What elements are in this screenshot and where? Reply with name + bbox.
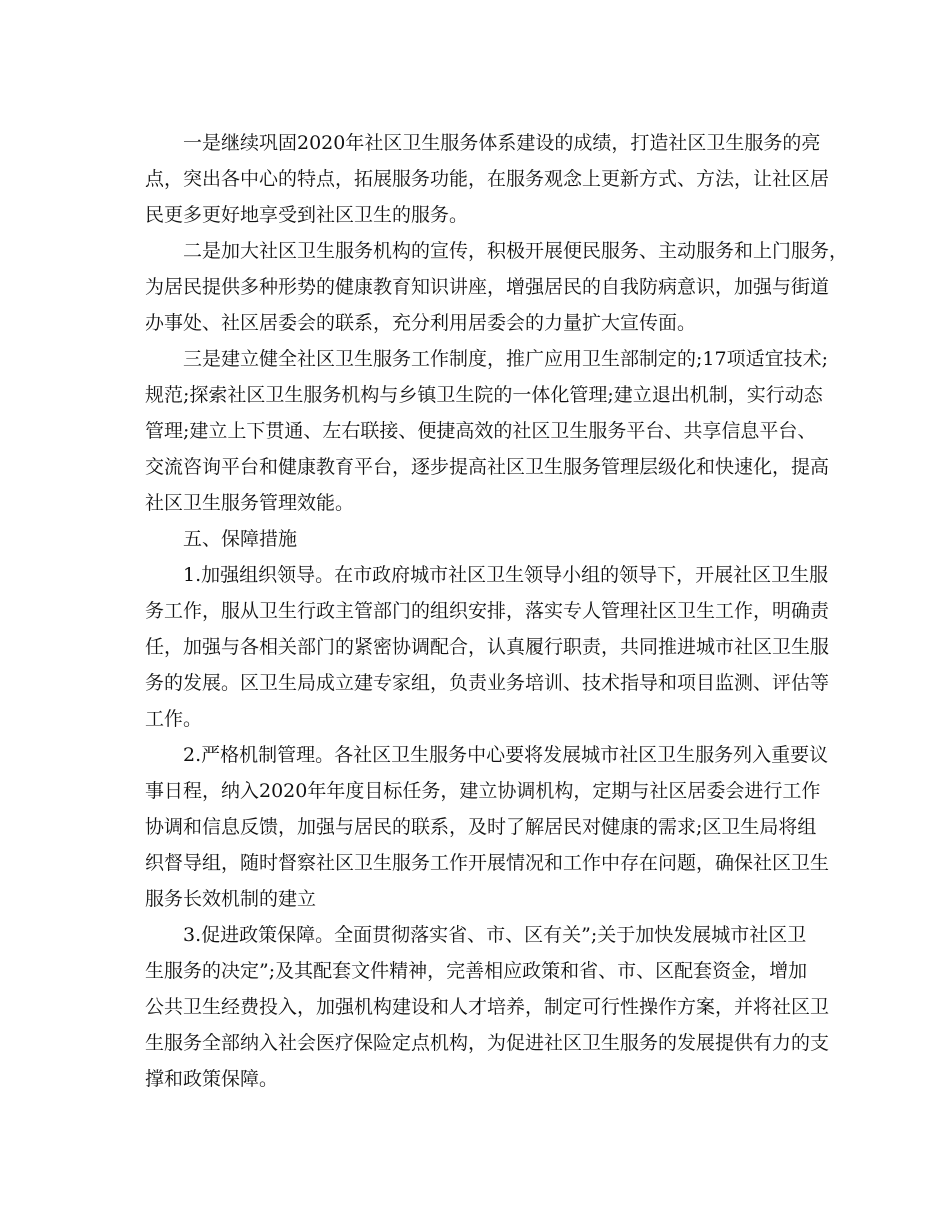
text-line: 织督导组，随时督察社区卫生服务工作开展情况和工作中存在问题，确保社区卫生 [145,852,830,874]
text-line: 协调和信息反馈，加强与居民的联系，及时了解居民对健康的需求;区卫生局将组 [145,816,817,838]
text-line: 公共卫生经费投入，加强机构建设和人才培养，制定可行性操作方案，并将社区卫 [145,996,830,1018]
text-line: 务的发展。区卫生局成立建专家组，负责业务培训、技术指导和项目监测、评估等 [145,672,830,694]
text-line: 生服务的决定”;及其配套文件精神，完善相应政策和省、市、区配套资金，增加 [145,960,808,982]
text-line: 务工作，服从卫生行政主管部门的组织安排，落实专人管理社区卫生工作，明确责 [145,600,830,622]
text-line: 任，加强与各相关部门的紧密协调配合，认真履行职责，共同推进城市社区卫生服 [145,636,830,658]
text-line: 工作。 [145,708,203,730]
heading-line: 五、保障措施 [183,528,298,550]
text-line: 三是建立健全社区卫生服务工作制度，推广应用卫生部制定的;17项适宜技术; [183,348,828,370]
paragraph-6 [145,917,830,1097]
paragraph-4 [145,557,830,737]
text-line: 2.严格机制管理。各社区卫生服务中心要将发展城市社区卫生服务列入重要议 [183,744,829,766]
text-line: 事日程，纳入2020年年度目标任务，建立协调机构，定期与社区居委会进行工作 [145,780,821,802]
text-line: 服务长效机制的建立 [145,888,317,910]
document-body [145,125,849,1097]
text-line: 交流咨询平台和健康教育平台，逐步提高社区卫生服务管理层级化和快速化，提高 [145,456,830,478]
paragraph-2 [145,233,849,341]
text-line: 民更多更好地享受到社区卫生的服务。 [145,204,469,226]
paragraph-5 [145,737,830,917]
text-line: 为居民提供多种形势的健康教育知识讲座，增强居民的自我防病意识，加强与街道 [145,276,830,298]
text-line: 二是加大社区卫生服务机构的宣传，积极开展便民服务、主动服务和上门服务， [183,240,849,262]
text-line: 办事处、社区居委会的联系，充分利用居委会的力量扩大宣传面。 [145,312,697,334]
text-line: 一是继续巩固2020年社区卫生服务体系建设的成绩，打造社区卫生服务的亮 [183,132,821,154]
text-line: 撑和政策保障。 [145,1068,279,1090]
text-line: 1.加强组织领导。在市政府城市社区卫生领导小组的领导下，开展社区卫生服 [183,564,829,586]
text-line: 3.促进政策保障。全面贯彻落实省、市、区有关”;关于加快发展城市社区卫 [183,924,807,946]
text-line: 管理;建立上下贯通、左右联接、便捷高效的社区卫生服务平台、共享信息平台、 [145,420,817,442]
section-heading [145,521,810,557]
paragraph-3 [145,341,830,521]
text-line: 点，突出各中心的特点，拓展服务功能，在服务观念上更新方式、方法，让社区居 [145,168,830,190]
text-line: 社区卫生服务管理效能。 [145,492,355,514]
text-line: 生服务全部纳入社会医疗保险定点机构，为促进社区卫生服务的发展提供有力的支 [145,1032,830,1054]
text-line: 规范;探索社区卫生服务机构与乡镇卫生院的一体化管理;建立退出机制，实行动态 [145,384,823,406]
paragraph-1 [145,125,830,233]
